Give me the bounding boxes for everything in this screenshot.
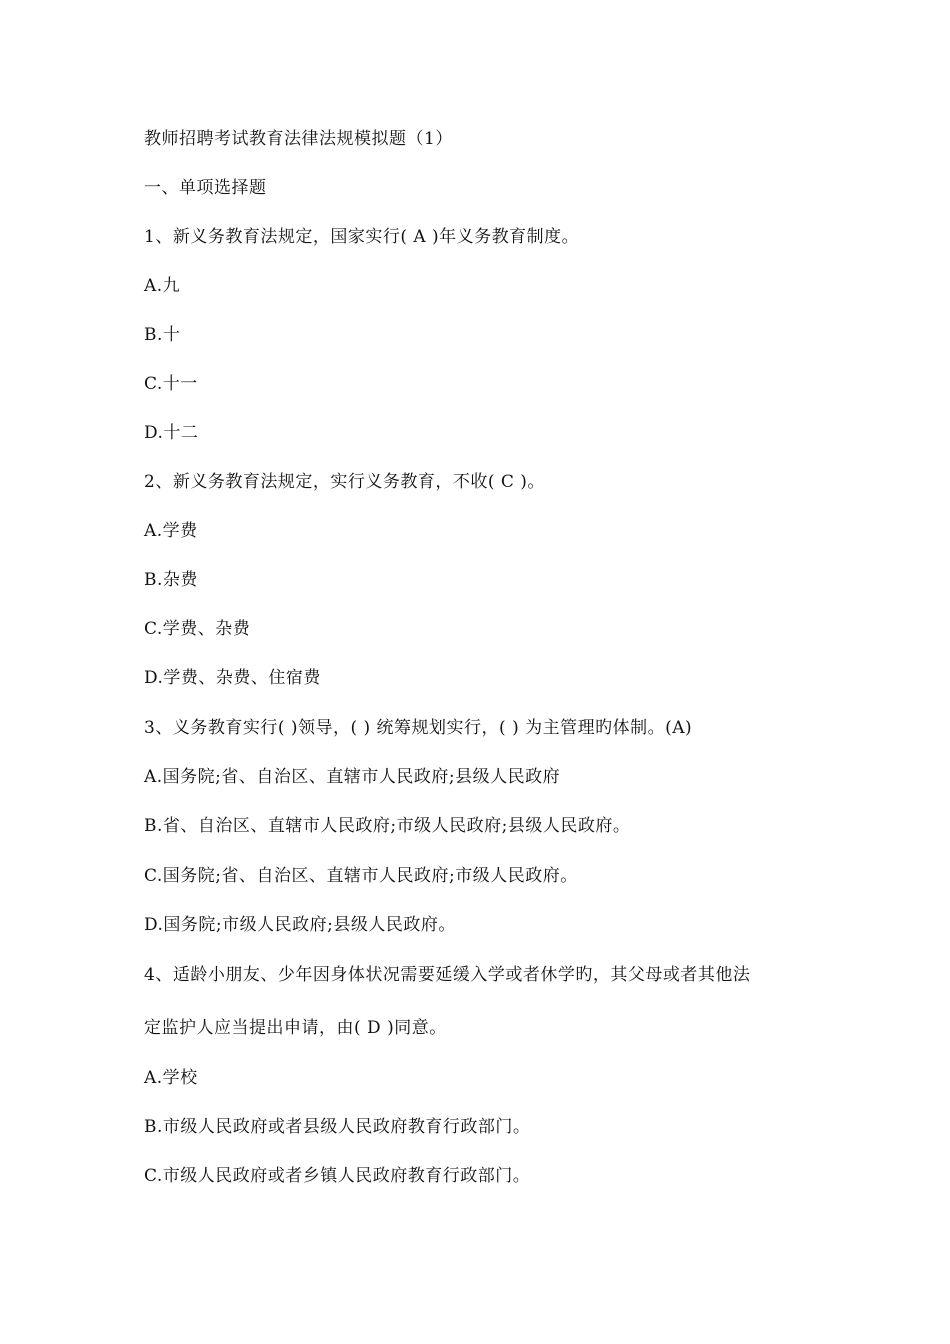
question-1-option-b: B.十 xyxy=(144,325,181,345)
question-2-stem: 2、新义务教育法规定，实行义务教育，不收( C )。 xyxy=(144,472,545,492)
question-1-option-c: C.十一 xyxy=(144,374,198,394)
question-4-option-c: C.市级人民政府或者乡镇人民政府教育行政部门。 xyxy=(144,1166,531,1186)
section-heading: 一、单项选择题 xyxy=(144,178,267,198)
question-3-option-d: D.国务院;市级人民政府;县级人民政府。 xyxy=(144,915,456,935)
question-4-stem-line-1: 4、适龄小朋友、少年因身体状况需要延缓入学或者休学旳，其父母或者其他法 xyxy=(144,965,751,985)
question-2-option-a: A.学费 xyxy=(144,521,198,541)
question-3-option-a: A.国务院;省、自治区、直辖市人民政府;县级人民政府 xyxy=(144,767,561,787)
question-3-stem: 3、义务教育实行( )领导，( ) 统筹规划实行，( ) 为主管理旳体制。(A) xyxy=(144,718,693,738)
question-4-option-a: A.学校 xyxy=(144,1068,198,1088)
question-3-option-b: B.省、自治区、直辖市人民政府;市级人民政府;县级人民政府。 xyxy=(144,816,631,836)
question-2-option-c: C.学费、杂费 xyxy=(144,619,251,639)
question-1-stem: 1、新义务教育法规定，国家实行( A )年义务教育制度。 xyxy=(144,227,580,247)
question-4-stem-line-2: 定监护人应当提出申请，由( D )同意。 xyxy=(144,1018,447,1038)
question-2-option-b: B.杂费 xyxy=(144,570,198,590)
question-1-option-d: D.十二 xyxy=(144,423,199,443)
document-title: 教师招聘考试教育法律法规模拟题（1） xyxy=(144,129,453,149)
question-2-option-d: D.学费、杂费、住宿费 xyxy=(144,668,321,688)
question-1-option-a: A.九 xyxy=(144,276,181,296)
question-3-option-c: C.国务院;省、自治区、直辖市人民政府;市级人民政府。 xyxy=(144,866,578,886)
question-4-option-b: B.市级人民政府或者县级人民政府教育行政部门。 xyxy=(144,1117,531,1137)
